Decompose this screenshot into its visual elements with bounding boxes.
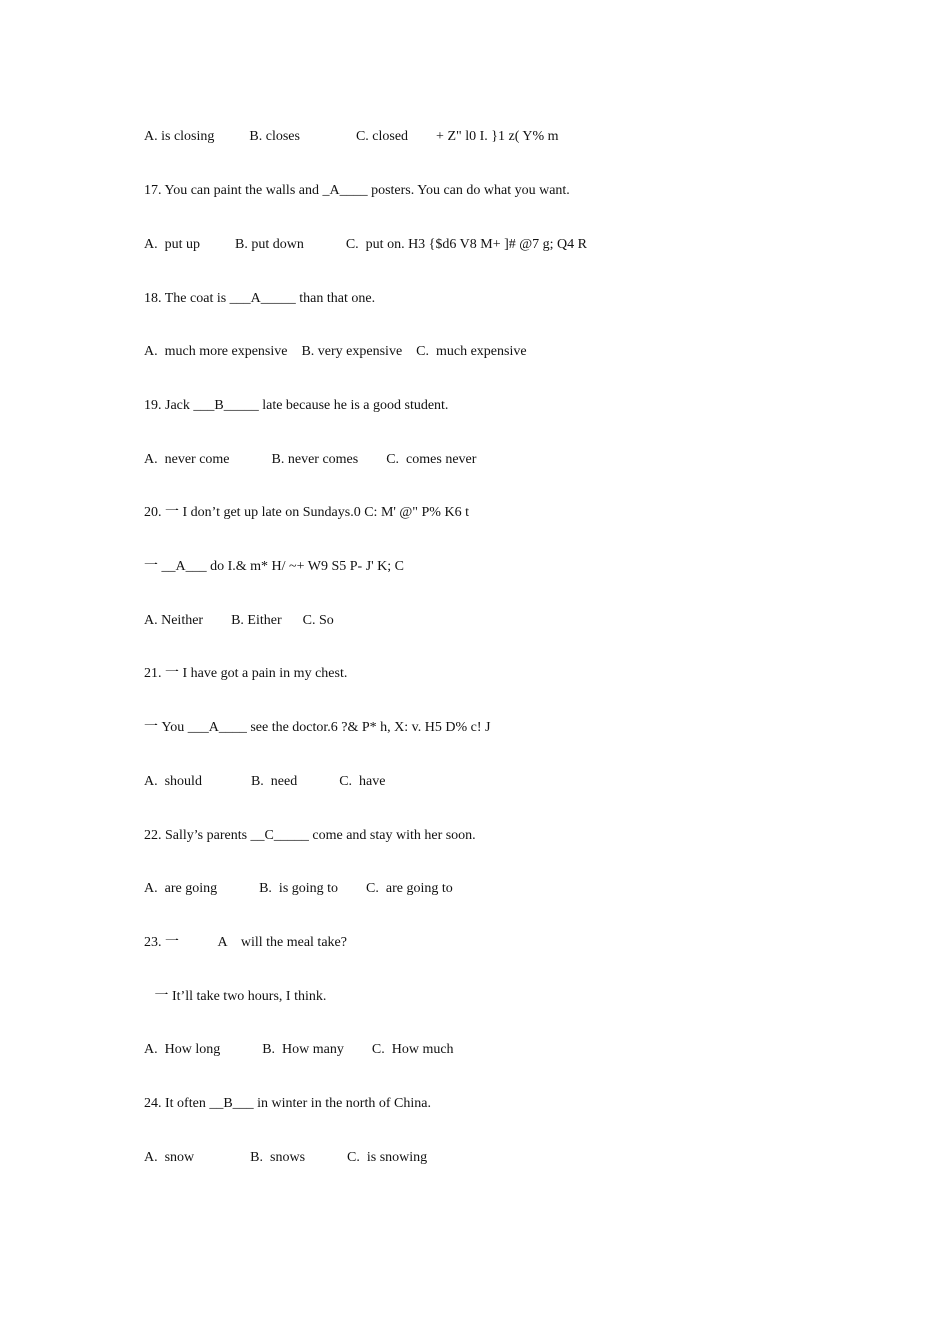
q22-options: A. are going B. is going to C. are going to [144,881,453,896]
q23-response: 一 It’ll take two hours, I think. [144,989,327,1004]
q21-response: 一 You ___A____ see the doctor.6 ?& P* h, X: v. H5 D% c! J [144,720,491,735]
q18-question: 18. The coat is ___A_____ than that one. [144,291,376,306]
q16-options: A. is closing B. closes C. closed + Z" l0 I. }1 z( Y% m [144,129,559,144]
q17-question: 17. You can paint the walls and _A____ posters. You can do what you want. [144,183,570,198]
q20-question: 20. 一 I don’t get up late on Sundays.0 C: M' @" P% K6 t [144,505,469,520]
q19-options: A. never come B. never comes C. comes never [144,452,477,467]
q20-response: 一 __A___ do I.& m* H/ ~+ W9 S5 P- J' K; C [144,559,405,574]
q24-question: 24. It often __B___ in winter in the north of China. [144,1096,431,1111]
q22-question: 22. Sally’s parents __C_____ come and stay with her soon. [144,828,476,843]
q19-question: 19. Jack ___B_____ late because he is a good student. [144,398,449,413]
q21-options: A. should B. need C. have [144,774,386,789]
q20-options: A. Neither B. Either C. So [144,613,334,628]
q21-question: 21. 一 I have got a pain in my chest. [144,666,348,681]
q24-options: A. snow B. snows C. is snowing [144,1150,428,1165]
q23-options: A. How long B. How many C. How much [144,1042,454,1057]
q18-options: A. much more expensive B. very expensive C. much expensive [144,344,527,359]
q17-options: A. put up B. put down C. put on. H3 {$d6 V8 M+ ]# @7 g; Q4 R [144,237,587,252]
q23-question: 23. 一 A will the meal take? [144,935,347,950]
